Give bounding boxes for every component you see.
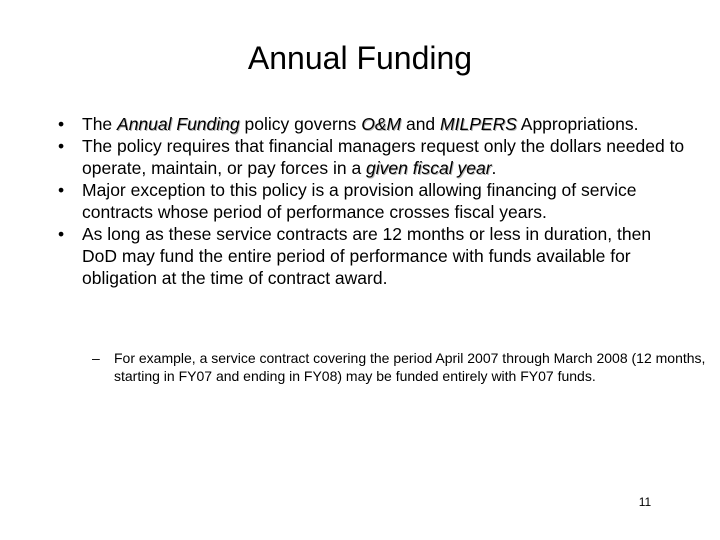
bullet-text: policy governs [239, 114, 362, 134]
bullet-text: The [82, 114, 118, 134]
bullet-text: and [401, 114, 441, 134]
bullet-major-exception [58, 179, 690, 223]
bullet-text: Major exception to this policy is a provision allowing financing of service contracts whose period of performance crosses fiscal years. [82, 180, 637, 222]
bullet-marker: • [58, 224, 65, 244]
bullet-text: Appropriations. [516, 114, 639, 134]
bullet-text: . [491, 158, 497, 178]
emphasis-annual-funding: Annual Funding [117, 114, 240, 134]
sub-bullet-example [92, 349, 714, 385]
bullet-marker: • [58, 136, 65, 156]
bullet-service-contracts-duration [58, 223, 690, 289]
bullet-text: As long as these service contracts are 12 months or less in duration, then DoD may fund the entire period of performance with funds available for obligation at the time of contract award. [82, 224, 652, 288]
emphasis-om: O&M [361, 114, 402, 134]
sub-bullet-marker: – [92, 350, 100, 366]
bullet-marker: • [58, 180, 65, 200]
page-number: 11 [638, 495, 652, 509]
bullet-annual-funding-policy [58, 113, 690, 135]
emphasis-given-fiscal-year: given fiscal year [366, 158, 492, 178]
slide-title: Annual Funding [247, 40, 473, 76]
bullet-policy-requirement [58, 135, 690, 179]
bullet-list [58, 113, 690, 289]
emphasis-milpers: MILPERS [440, 114, 517, 134]
sub-bullet-text: For example, a service contract covering the period April 2007 through March 2008 (12 months, starting in FY07 and ending in FY08) may be funded entirely with FY07 funds. [114, 350, 706, 384]
bullet-marker: • [58, 114, 65, 134]
bullet-text: The policy requires that financial managers request only the dollars needed to operate, maintain, or pay forces in a [82, 136, 685, 178]
